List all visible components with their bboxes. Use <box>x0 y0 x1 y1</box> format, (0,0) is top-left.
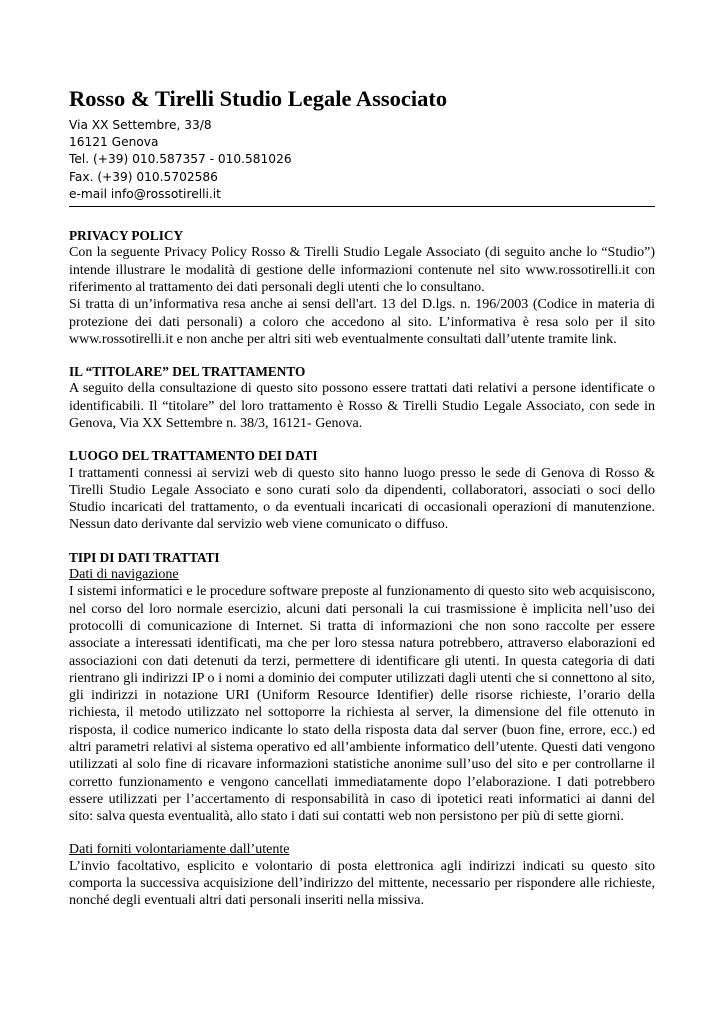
subsection-dati-volontari <box>69 841 655 910</box>
paragraph: I sistemi informatici e le procedure software preposte al funzionamento di questo sito web acquisiscono, nel corso del loro normale esercizio, alcuni dati personali la cui trasmissione è implicita nell’uso dei protocolli di comunicazione di Internet. Si tratta di informazioni che non sono raccolte per essere associate a interessati identificati, ma che per loro stessa natura potrebbero, attraverso elaborazioni ed associazioni con dati detenuti da terzi, permettere di identificare gli utenti. In questa categoria di dati rientrano gli indirizzi IP o i nomi a dominio dei computer utilizzati dagli utenti che si connettono al sito, gli indirizzi in notazione URI (Uniform Resource Identifier) delle risorse richieste, l’orario della richiesta, il metodo utilizzato nel sottoporre la richiesta al server, la dimensione del file ottenuto in risposta, il codice numerico indicante lo stato della risposta data dal server (buon fine, errore, ecc.) ed altri parametri relativi al sistema operativo ed all’ambiente informatico dell’utente. Questi dati vengono utilizzati al solo fine di ricavare informazioni statistiche anonime sull’uso del sito e per controllarne il corretto funzionamento e vengono cancellati immediatamente dopo l’elaborazione. I dati potrebbero essere utilizzati per l’accertamento di responsabilità in caso di ipotetici reati informatici ai danni del sito: salva questa eventualità, allo stato i dati sui contatti web non persistono per più di sette giorni. <box>69 584 655 825</box>
firm-name: Rosso & Tirelli Studio Legale Associato <box>69 86 448 111</box>
section-privacy-policy <box>69 227 655 348</box>
paragraph: Con la seguente Privacy Policy Rosso & Tirelli Studio Legale Associato (di seguito anche lo “Studio”) intende illustrare le modalità di gestione delle informazioni contenute nel sito www.rossotirelli.it con riferimento al trattamento dei dati personali degli utenti che lo consultano. <box>69 245 655 295</box>
email-line: e-mail info@rossotirelli.it <box>69 186 221 201</box>
header-divider <box>69 206 655 207</box>
paragraph: Si tratta di un’informativa resa anche ai sensi dell'art. 13 del D.lgs. n. 196/2003 (Codice in materia di protezione dei dati personali) a coloro che accedono al sito. L’informativa è resa solo per il sito www.rossotirelli.it e non anche per altri siti web eventualmente consultati dall’utente tramite link. <box>69 297 655 347</box>
paragraph: A seguito della consultazione di questo sito possono essere trattati dati relativi a persone identificate o identificabili. Il “titolare” del loro trattamento è Rosso & Tirelli Studio Legale Associato, con sede in Genova, Via XX Settembre n. 38/3, 16121- Genova. <box>69 381 655 431</box>
section-titolare <box>69 363 655 432</box>
contact-block <box>69 117 655 203</box>
section-luogo-trattamento <box>69 447 655 533</box>
section-title: IL “TITOLARE” DEL TRATTAMENTO <box>69 364 306 380</box>
section-title: LUOGO DEL TRATTAMENTO DEI DATI <box>69 448 318 464</box>
document-page <box>69 84 655 925</box>
section-title: PRIVACY POLICY <box>69 228 184 244</box>
city-line: 16121 Genova <box>69 135 159 150</box>
section-tipi-dati <box>69 549 655 910</box>
phone-line: Tel. (+39) 010.587357 - 010.581026 <box>69 152 292 167</box>
paragraph: L’invio facoltativo, esplicito e volontario di posta elettronica agli indirizzi indicati su questo sito comporta la successiva acquisizione dell’indirizzo del mittente, necessario per rispondere alle richieste, nonché degli eventuali altri dati personali inseriti nella missiva. <box>69 858 655 909</box>
subsection-dati-navigazione <box>69 566 655 825</box>
paragraph: I trattamenti connessi ai servizi web di questo sito hanno luogo presso le sede di Genova di Rosso & Tirelli Studio Legale Associato e sono curati solo da dipendenti, collaboratori, associati o soci dello Studio incaricati del trattamento, o da eventuali incaricati di occasionali operazioni di manutenzione. Nessun dato derivante dal servizio web viene comunicato o diffuso. <box>69 465 655 533</box>
section-title: TIPI DI DATI TRATTATI <box>69 549 220 565</box>
subsection-title: Dati forniti volontariamente dall’utente <box>69 841 290 857</box>
fax-line: Fax. (+39) 010.5702586 <box>69 169 218 184</box>
letterhead <box>69 84 655 207</box>
subsection-title: Dati di navigazione <box>69 567 179 583</box>
address-line: Via XX Settembre, 33/8 <box>69 118 212 132</box>
